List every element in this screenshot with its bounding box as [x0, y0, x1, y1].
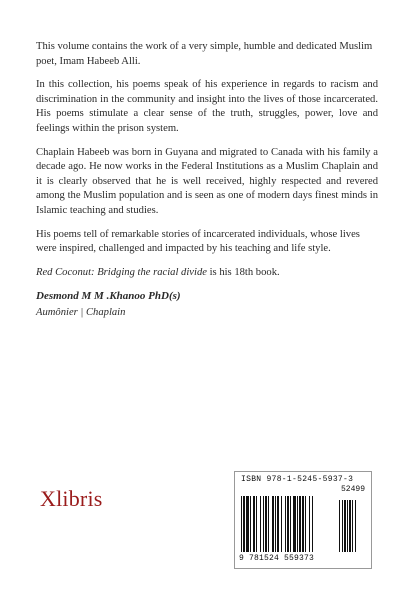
- paragraph-intro: This volume contains the work of a very simple, humble and dedicated Muslim poet, Imam Habeeb Alli.: [36, 41, 373, 67]
- blurb-text: [36, 40, 378, 321]
- barcode-addon: 52499: [340, 485, 365, 494]
- author-name: Desmond M M .Khanoo PhD(s): [36, 290, 181, 303]
- isbn-barcode: [234, 471, 372, 569]
- author-role: Aumônier | Chaplain: [36, 306, 126, 318]
- book-title: Red Coconut: Bridging the racial divide: [36, 266, 207, 278]
- isbn-label: ISBN 978-1-5245-5937-3: [241, 475, 354, 484]
- paragraph-collection: In this collection, his poems speak of his experience in regards to racism and discrimination in the community and insight into the lives of those incarcerated. His poems stimulate a clear sense of the truth, struggles, power, love and feelings within the prison system.: [36, 79, 378, 134]
- book-line-rest: is his 18th book.: [206, 266, 280, 278]
- book-line: [36, 266, 378, 281]
- barcode-bars: [241, 496, 365, 554]
- paragraph-biography: Chaplain Habeeb was born in Guyana and migrated to Canada with his family a decade ago. He now works in the Federal Institutions as a Muslim Chaplain and it is clearly observed that he is well received, highly respected and revered among the Muslim population and is seen as one of modern days finest minds in Islamic teaching and studies.: [36, 146, 378, 216]
- paragraph-stories: His poems tell of remarkable stories of incarcerated individuals, whose lives were inspired, challenged and impacted by his teaching and life style.: [36, 228, 360, 255]
- publisher-logo: Xlibris: [40, 486, 103, 511]
- ean-digits: 9 781524 559373: [239, 554, 315, 563]
